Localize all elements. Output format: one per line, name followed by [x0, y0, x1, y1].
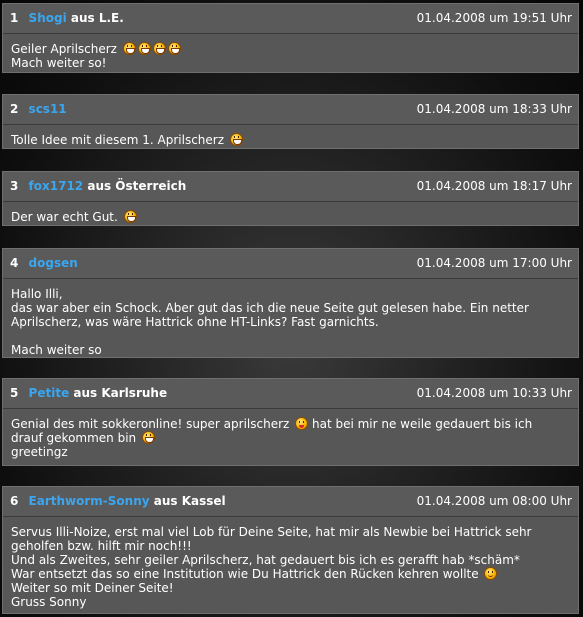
comment-4 [2, 248, 579, 358]
comment-body [3, 517, 578, 615]
comment-text: greetingz [11, 445, 68, 459]
grin-smiley-icon [230, 133, 243, 146]
grin-smiley-icon [153, 42, 166, 55]
comment-text: Und als Zweites, sehr geiler Aprilscherz, hat gedauert bis ich es gerafft hab *schäm* [11, 553, 520, 567]
comment-author-link[interactable]: dogsen [28, 256, 78, 270]
comment-6 [2, 486, 579, 614]
grin-smiley-icon [142, 431, 155, 444]
comment-date: 01.04.2008 um 18:17 Uhr [416, 179, 572, 193]
comment-text: hat bei mir ne weile gedauert bis ich [311, 417, 533, 431]
comment-date: 01.04.2008 um 18:33 Uhr [416, 102, 572, 116]
comment-number: 1 [10, 11, 19, 25]
comment-author-link[interactable]: Shogi [28, 11, 67, 25]
comment-body [3, 202, 578, 230]
comment-text: Weiter so mit Deiner Seite! [11, 581, 174, 595]
tongue-smiley-icon [295, 417, 308, 430]
comment-text: Geiler Aprilscherz [11, 42, 117, 56]
comment-author-link[interactable]: Petite [28, 386, 70, 400]
comment-number: 2 [10, 102, 19, 116]
comment-3 [2, 171, 579, 226]
comment-1 [2, 3, 579, 73]
comment-text: Gruss Sonny [11, 595, 87, 609]
comment-header [3, 487, 578, 517]
comment-text: War entsetzt das so eine Institution wie Du Hattrick den Rücken kehren wollte [11, 567, 479, 581]
comment-text: geholfen bzw. hilft mir noch!!! [11, 539, 192, 553]
comment-location: aus Österreich [87, 179, 187, 193]
comment-text: Mach weiter so [11, 343, 102, 357]
comment-date: 01.04.2008 um 19:51 Uhr [416, 11, 572, 25]
comment-text: Aprilscherz, was wäre Hattrick ohne HT-Links? Fast garnichts. [11, 315, 379, 329]
comment-number: 4 [10, 256, 19, 270]
comment-text: drauf gekommen bin [11, 431, 137, 445]
comment-location: aus L.E. [70, 11, 124, 25]
comment-date: 01.04.2008 um 10:33 Uhr [416, 386, 572, 400]
comment-header [3, 249, 578, 279]
comment-header [3, 172, 578, 202]
comment-text: Mach weiter so! [11, 56, 107, 70]
comment-text: Servus Illi-Noize, erst mal viel Lob für Deine Seite, hat mir als Newbie bei Hattrick sehr [11, 525, 532, 539]
grin-smiley-icon [168, 42, 181, 55]
comment-number: 6 [10, 494, 19, 508]
comment-body [3, 279, 578, 363]
comment-text: Hallo Illi, [11, 287, 63, 301]
grin-smiley-icon [124, 210, 137, 223]
comment-date: 01.04.2008 um 17:00 Uhr [416, 256, 572, 270]
smile-smiley-icon [484, 567, 497, 580]
comment-author-link[interactable]: fox1712 [28, 179, 84, 193]
comment-header [3, 379, 578, 409]
comment-text: Der war echt Gut. [11, 210, 118, 224]
comment-location: aus Kassel [153, 494, 226, 508]
comment-text: das war aber ein Schock. Aber gut das ich die neue Seite gut gelesen habe. Ein netter [11, 301, 529, 315]
comment-text: Genial des mit sokkeronline! super aprilscherz [11, 417, 290, 431]
comment-body [3, 34, 578, 76]
grin-smiley-icon [123, 42, 136, 55]
comment-text [11, 329, 570, 343]
comment-location: aus Karlsruhe [73, 386, 168, 400]
comment-2 [2, 94, 579, 149]
comment-number: 5 [10, 386, 19, 400]
grin-smiley-icon [138, 42, 151, 55]
comment-body [3, 409, 578, 465]
comment-header [3, 4, 578, 34]
comment-author-link[interactable]: Earthworm-Sonny [28, 494, 150, 508]
comment-header [3, 95, 578, 125]
comment-5 [2, 378, 579, 466]
comment-number: 3 [10, 179, 19, 193]
comment-author-link[interactable]: scs11 [28, 102, 67, 116]
comment-body [3, 125, 578, 153]
comment-date: 01.04.2008 um 08:00 Uhr [416, 494, 572, 508]
comment-text: Tolle Idee mit diesem 1. Aprilscherz [11, 133, 225, 147]
